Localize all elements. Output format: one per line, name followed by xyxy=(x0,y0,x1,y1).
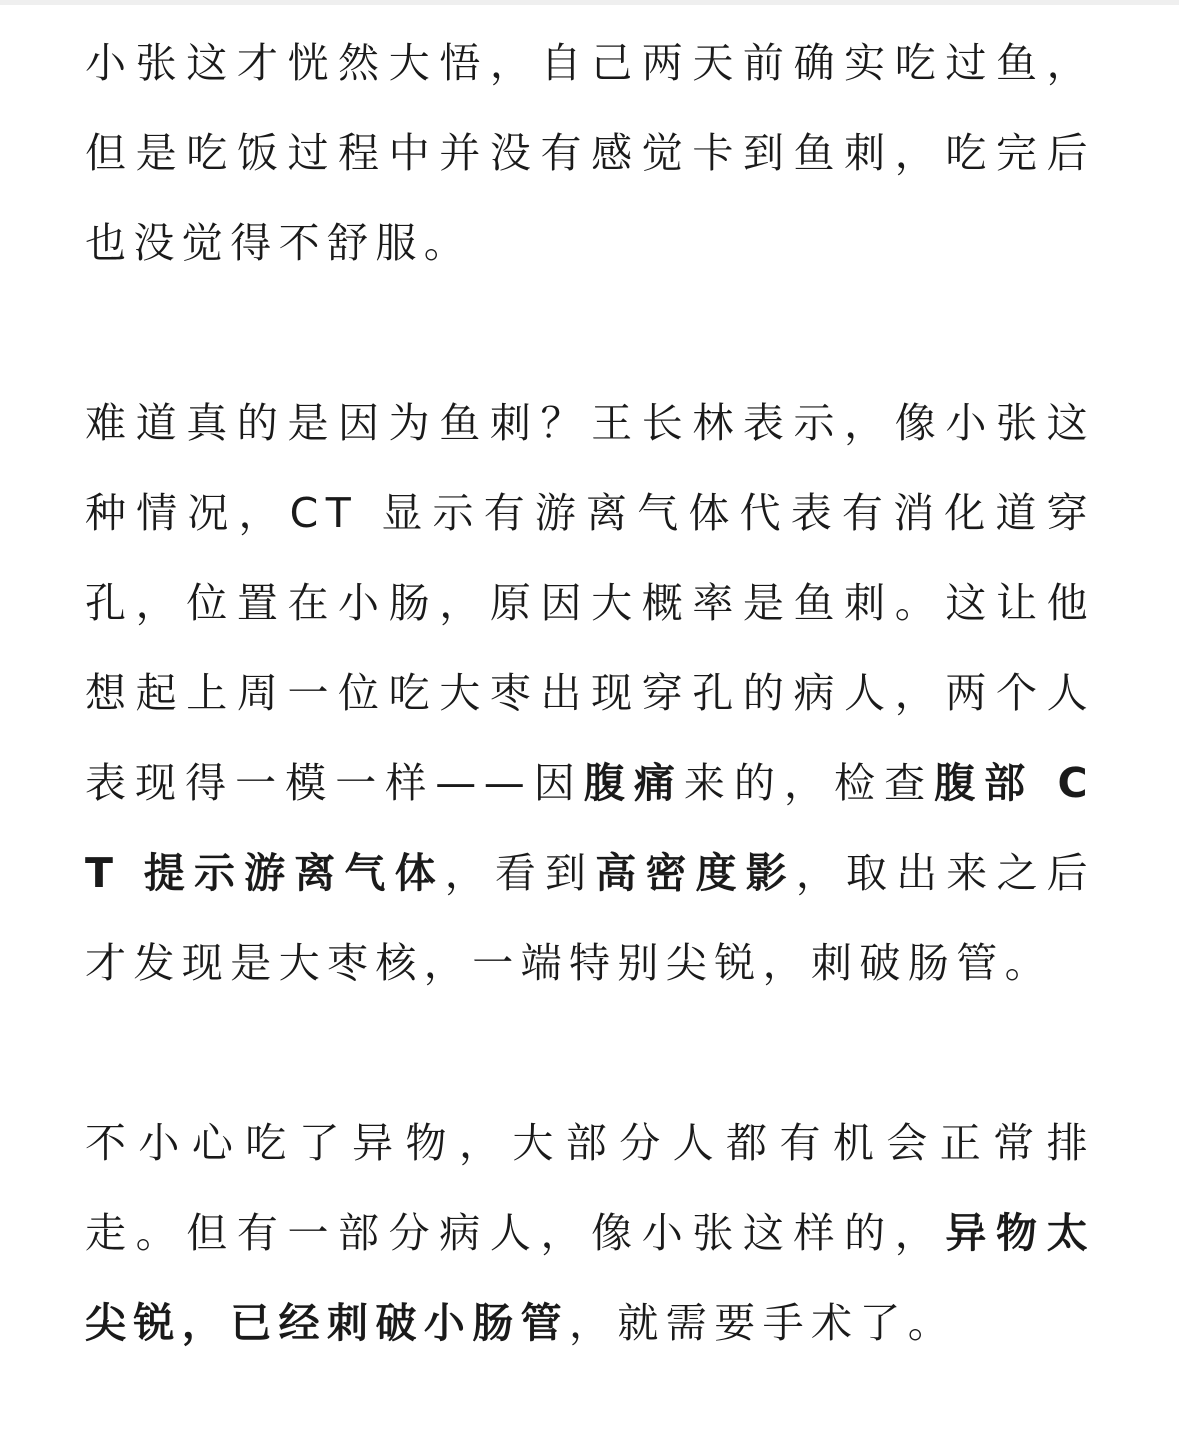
paragraph-3 xyxy=(85,1098,1095,1368)
text-run: ，看到 xyxy=(444,849,596,897)
text-run: 不小心吃了异物，大部分人都有机会正常排走。但有一部分病人，像小张这样的， xyxy=(85,1119,1095,1257)
bold-text-run: 腹痛 xyxy=(583,759,684,807)
bold-text-run: 腹部 CT 提示游离气体 xyxy=(85,759,1096,897)
text-run: 来的，检查 xyxy=(683,759,935,807)
paragraph-1 xyxy=(85,18,1095,288)
top-divider xyxy=(0,0,1179,5)
text-run: ，就需要手术了。 xyxy=(569,1299,957,1347)
article-body xyxy=(85,18,1095,1368)
paragraph-2 xyxy=(85,378,1095,1008)
bold-text-run: 异物太尖锐，已经刺破小肠管 xyxy=(85,1209,1095,1347)
bold-text-run: 高密度影 xyxy=(595,849,796,897)
text-run: ，取出来之后才发现是大枣核，一端特别尖锐，刺破肠管。 xyxy=(85,849,1095,987)
text-run: 难道真的是因为鱼刺？王长林表示，像小张这种情况，CT 显示有游离气体代表有消化道穿孔，位置在小肠，原因大概率是鱼刺。这让他想起上周一位吃大枣出现穿孔的病人，两个人表现得一模一样——因 xyxy=(85,399,1095,807)
text-run: 小张这才恍然大悟，自己两天前确实吃过鱼，但是吃饭过程中并没有感觉卡到鱼刺，吃完后也没觉得不舒服。 xyxy=(85,39,1095,267)
